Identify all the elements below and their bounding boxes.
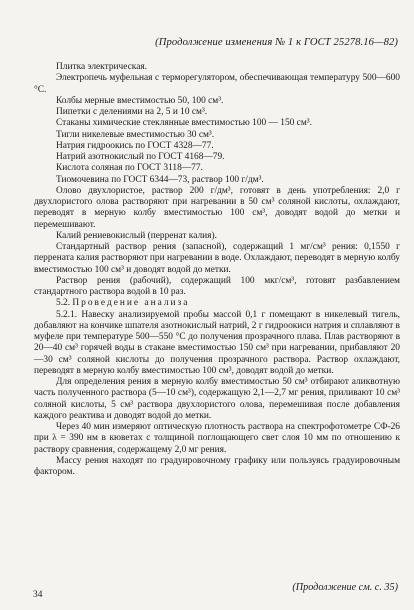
- paragraph: Стандартный раствор рения (запасной), содержащий 1 мг/см³ рения: 0,1550 г перрената калия растворяют при нагревании в воде. Охлаждают, переводят в мерную колбу вместимостью 100 см³ и доводят водой до метки.: [34, 242, 400, 275]
- paragraph: Колбы мерные вместимостью 50, 100 см³.: [56, 95, 224, 106]
- paragraph: 5.2.1. Навеску анализируемой пробы массой 0,1 г помещают в никелевый тигель, добавляют на кончике шпателя азотнокислый натрий, 2 г гидроокиси натрия и сплавляют в муфеле при температуре 500—550 °С до получения прозрачного плава. Плав растворяют в 20—40 см³ горячей воды в стакане вместимостью 150 см³ при нагревании, прибавляют 20—30 см³ соляной кислоты до получения прозрачного раствора. Раствор охлаждают, переводят в мерную колбу вместимостью 100 см³, доводят водой до метки.: [34, 309, 400, 376]
- paragraph: Пипетки с делениями на 2, 5 и 10 см³.: [56, 107, 208, 117]
- paragraph: Электропечь муфельная с терморегулятором, обеспечивающая температуру 500—600 °С.: [34, 73, 400, 95]
- paragraph: Тигли никелевые вместимостью 30 см³.: [56, 129, 215, 140]
- section-title: Проведение анализа: [72, 298, 190, 309]
- paragraph: Массу рения находят по градуировочному графику или пользуясь градуировочным фактором.: [34, 455, 400, 477]
- paragraph: Тиомочевина по ГОСТ 6344—73, раствор 100 г/дм³.: [56, 174, 264, 185]
- paragraph: Стаканы химические стеклянные вместимостью 100 — 150 см³.: [56, 118, 312, 129]
- paragraph: Плитка электрическая.: [56, 62, 148, 72]
- paragraph: Через 40 мин измеряют оптическую плотность раствора на спектрофотометре СФ-26 при λ = 390 нм в кюветах с толщиной поглощающего свет слоя 10 мм по отношению к раствору сравнения, содержащему 2,0 мг рения.: [34, 422, 400, 455]
- paragraph: Кислота соляная по ГОСТ 3118—77.: [56, 163, 203, 174]
- page-number: 34: [33, 590, 43, 600]
- paragraph: Олово двухлористое, раствор 200 г/дм³, готовят в день употребления: 2,0 г двухлористого олова растворяют при нагревании в 50 см³ соляной кислоты, охлаждают, переводят в мерную колбу вместимостью 100 см³, доводят водой до метки и перемешивают.: [34, 185, 400, 230]
- paragraph: Натрия гидроокись по ГОСТ 4328—77.: [56, 140, 214, 151]
- page-header: (Продолжение изменения № 1 к ГОСТ 25278.16—82): [155, 37, 398, 48]
- section-number: 5.2.: [56, 298, 71, 309]
- section-heading: [34, 298, 400, 309]
- paragraph: Для определения рения в мерную колбу вместимостью 50 см³ отбирают аликвотную часть полученного раствора (5—10 см³), содержащую 2,1—2,7 мг рения, приливают 10 см³ соляной кислоты, 5 см³ раствора двухлористого олова, перемешивая после добавления каждого реактива и доводят водой до метки.: [34, 377, 400, 421]
- paragraph: Калий рениевокислый (перренат калия).: [56, 230, 217, 241]
- paragraph: Натрий азотнокислый по ГОСТ 4168—79.: [56, 152, 225, 162]
- document-body: [34, 62, 400, 478]
- continuation-note: (Продолжение см. с. 35): [292, 582, 398, 593]
- paragraph: Раствор рения (рабочий), содержащий 100 мкг/см³, готовят разбавлением стандартного раствора водой в 10 раз.: [34, 275, 400, 297]
